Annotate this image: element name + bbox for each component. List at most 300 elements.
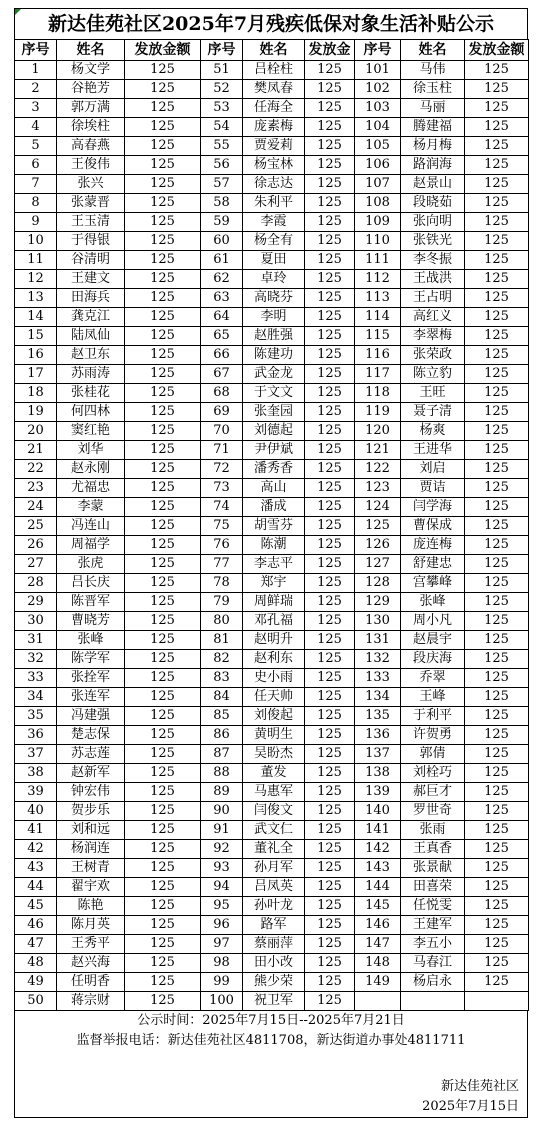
table-cell: 黄明生 [243,726,305,745]
table-cell: 宫攀峰 [401,574,465,593]
table-cell: 2 [15,80,57,99]
table-row [15,612,529,631]
table-cell: 140 [355,802,401,821]
table-cell: 李明 [243,308,305,327]
table-cell: 125 [305,422,355,441]
table-cell: 125 [465,802,529,821]
table-cell: 吕凤英 [243,878,305,897]
notice-sheet [14,8,528,1118]
table-cell: 钟宏伟 [57,783,125,802]
table-cell: 张荣政 [401,346,465,365]
table-cell: 144 [355,878,401,897]
table-cell: 125 [465,517,529,536]
table-row [15,365,529,384]
table-cell: 于利平 [401,707,465,726]
table-cell: 聂子清 [401,403,465,422]
table-cell: 41 [15,821,57,840]
table-row [15,802,529,821]
table-cell: 125 [125,574,201,593]
table-cell: 125 [465,403,529,422]
table-cell: 90 [201,802,243,821]
table-cell: 杨启永 [401,973,465,992]
table-cell: 杨文学 [57,61,125,80]
table-cell: 125 [305,384,355,403]
table-cell: 28 [15,574,57,593]
table-cell: 125 [305,916,355,935]
table-cell: 125 [305,517,355,536]
table-cell: 贾爱莉 [243,137,305,156]
table-cell: 64 [201,308,243,327]
table-cell: 于得银 [57,232,125,251]
table-cell: 张连军 [57,688,125,707]
table-cell: 曹保成 [401,517,465,536]
table-cell: 125 [305,365,355,384]
table-cell: 92 [201,840,243,859]
table-cell: 吕长庆 [57,574,125,593]
table-cell: 125 [465,593,529,612]
table-cell: 125 [465,384,529,403]
notice-period: 公示时间：2025年7月15日--2025年7月21日 [137,1013,405,1028]
table-cell: 蒋宗财 [57,992,125,1011]
table-cell: 51 [201,61,243,80]
table-cell: 125 [305,80,355,99]
table-row [15,99,529,118]
table-cell: 108 [355,194,401,213]
table-cell: 16 [15,346,57,365]
table-cell: 120 [355,422,401,441]
table-cell: 50 [15,992,57,1011]
table-row [15,232,529,251]
table-cell: 125 [465,251,529,270]
table-cell: 125 [125,441,201,460]
table-cell: 125 [125,992,201,1011]
table-cell: 125 [305,175,355,194]
table-row [15,688,529,707]
table-cell: 张奎园 [243,403,305,422]
table-cell: 张铁光 [401,232,465,251]
table-cell: 114 [355,308,401,327]
table-cell: 蔡丽萍 [243,935,305,954]
table-row [15,346,529,365]
table-cell: 曹晓芳 [57,612,125,631]
table-cell: 125 [305,726,355,745]
table-cell: 张桂花 [57,384,125,403]
table-cell: 125 [465,783,529,802]
table-cell: 王峰 [401,688,465,707]
table-row [15,897,529,916]
table-cell: 冯建强 [57,707,125,726]
table-cell: 105 [355,137,401,156]
table-cell: 郑宇 [243,574,305,593]
table-cell: 99 [201,973,243,992]
table-cell: 王秀平 [57,935,125,954]
table-cell: 125 [465,156,529,175]
table-cell: 徐玉柱 [401,80,465,99]
table-row [15,555,529,574]
table-cell: 125 [305,954,355,973]
table-cell: 125 [305,859,355,878]
table-cell: 82 [201,650,243,669]
table-cell: 125 [125,175,201,194]
table-cell: 李翠梅 [401,327,465,346]
table-cell: 34 [15,688,57,707]
table-cell: 20 [15,422,57,441]
table-cell: 102 [355,80,401,99]
table-cell: 125 [125,821,201,840]
table-cell: 郭万满 [57,99,125,118]
table-row [15,213,529,232]
table-cell: 9 [15,213,57,232]
table-cell: 8 [15,194,57,213]
table-cell: 125 [305,555,355,574]
table-cell: 124 [355,498,401,517]
table-row [15,992,529,1011]
table-cell: 马丽 [401,99,465,118]
table-cell: 125 [465,460,529,479]
table-cell: 63 [201,289,243,308]
table-cell: 5 [15,137,57,156]
table-cell: 孙月军 [243,859,305,878]
table-cell: 79 [201,593,243,612]
table-cell: 125 [465,612,529,631]
table-cell: 高春燕 [57,137,125,156]
table-cell: 任天帅 [243,688,305,707]
table-cell: 125 [465,232,529,251]
table-cell: 陈月英 [57,916,125,935]
table-cell: 125 [465,764,529,783]
table-cell: 6 [15,156,57,175]
table-cell: 135 [355,707,401,726]
table-cell: 125 [305,327,355,346]
table-row [15,460,529,479]
table-row [15,821,529,840]
table-cell: 张拴军 [57,669,125,688]
table-cell: 尤福忠 [57,479,125,498]
table-cell: 王战洪 [401,270,465,289]
table-cell: 125 [465,555,529,574]
table-row [15,156,529,175]
table-cell: 125 [125,802,201,821]
table-cell: 142 [355,840,401,859]
header-cell: 发放金 [305,40,355,61]
table-cell: 陈建功 [243,346,305,365]
table-cell: 125 [465,859,529,878]
table-cell: 125 [465,137,529,156]
table-cell: 125 [465,726,529,745]
table-cell: 125 [305,251,355,270]
table-cell: 149 [355,973,401,992]
table-cell: 60 [201,232,243,251]
table-cell: 腾建福 [401,118,465,137]
header-cell: 姓名 [243,40,305,61]
table-cell: 125 [305,669,355,688]
table-row [15,631,529,650]
table-cell: 王真香 [401,840,465,859]
table-cell: 赵明升 [243,631,305,650]
table-row [15,498,529,517]
table-cell: 44 [15,878,57,897]
table-cell: 125 [125,916,201,935]
table-cell: 29 [15,593,57,612]
table-cell: 118 [355,384,401,403]
table-cell: 125 [305,878,355,897]
table-cell: 91 [201,821,243,840]
table-cell: 闫学海 [401,498,465,517]
table-cell: 67 [201,365,243,384]
table-cell: 田小改 [243,954,305,973]
header-cell: 姓名 [401,40,465,61]
table-cell: 陈学军 [57,650,125,669]
table-cell: 125 [465,688,529,707]
table-cell: 40 [15,802,57,821]
table-cell: 146 [355,916,401,935]
table-cell: 77 [201,555,243,574]
header-cell: 发放金额 [125,40,201,61]
table-cell: 88 [201,764,243,783]
table-cell: 刘栓巧 [401,764,465,783]
table-cell: 段晓茹 [401,194,465,213]
table-cell: 125 [125,403,201,422]
table-row [15,308,529,327]
table-cell: 吴盼杰 [243,745,305,764]
table-cell: 89 [201,783,243,802]
table-cell: 刘华 [57,441,125,460]
table-cell: 116 [355,346,401,365]
table-cell: 128 [355,574,401,593]
table-cell: 樊凤春 [243,80,305,99]
table-cell: 104 [355,118,401,137]
notice-title: 新达佳苑社区2025年7月残疾低保对象生活补贴公示 [14,8,528,39]
table-cell: 125 [125,688,201,707]
table-cell: 95 [201,897,243,916]
table-cell: 125 [465,289,529,308]
table-cell: 101 [355,61,401,80]
table-cell: 71 [201,441,243,460]
table-cell: 125 [305,536,355,555]
table-cell [401,992,465,1011]
table-cell: 125 [125,764,201,783]
table-cell: 132 [355,650,401,669]
table-cell: 103 [355,99,401,118]
table-cell: 武金龙 [243,365,305,384]
table-cell: 125 [305,61,355,80]
table-cell: 58 [201,194,243,213]
table-cell: 131 [355,631,401,650]
table-cell: 张峰 [57,631,125,650]
table-cell: 125 [305,118,355,137]
table-cell: 熊少荣 [243,973,305,992]
table-cell: 125 [125,669,201,688]
table-cell: 13 [15,289,57,308]
table-cell: 125 [305,650,355,669]
table-cell: 李冬振 [401,251,465,270]
table-row [15,137,529,156]
table-cell: 42 [15,840,57,859]
table-cell: 125 [305,232,355,251]
table-cell: 3 [15,99,57,118]
table-cell: 75 [201,517,243,536]
table-cell: 125 [465,745,529,764]
table-cell: 罗世奇 [401,802,465,821]
table-cell: 孙叶龙 [243,897,305,916]
table-cell: 125 [465,574,529,593]
table-cell: 赵晨宇 [401,631,465,650]
table-cell: 胡雪芬 [243,517,305,536]
table-row [15,289,529,308]
table-cell: 25 [15,517,57,536]
table-cell: 125 [465,422,529,441]
table-cell: 李志平 [243,555,305,574]
table-cell: 125 [125,935,201,954]
table-cell: 125 [465,308,529,327]
table-cell: 143 [355,859,401,878]
table-cell [465,992,529,1011]
table-cell: 15 [15,327,57,346]
table-body [15,61,529,1011]
table-row [15,118,529,137]
table-cell: 100 [201,992,243,1011]
table-cell: 113 [355,289,401,308]
table-cell: 杨宝林 [243,156,305,175]
table-cell: 125 [125,479,201,498]
table-cell: 王建军 [401,916,465,935]
table-cell: 110 [355,232,401,251]
table-cell: 125 [125,384,201,403]
table-cell: 田海兵 [57,289,125,308]
table-cell: 125 [305,631,355,650]
table-cell: 段庆海 [401,650,465,669]
table-cell: 78 [201,574,243,593]
table-row [15,517,529,536]
table-cell: 21 [15,441,57,460]
table-cell: 125 [305,156,355,175]
table-cell: 125 [305,289,355,308]
table-row [15,574,529,593]
table-cell: 125 [125,973,201,992]
table-cell: 125 [125,954,201,973]
table-cell: 窦红艳 [57,422,125,441]
table-cell: 133 [355,669,401,688]
table-cell: 59 [201,213,243,232]
table-cell: 125 [465,650,529,669]
table-cell: 130 [355,612,401,631]
table-cell: 125 [465,935,529,954]
table-cell: 125 [305,612,355,631]
table-cell: 125 [125,878,201,897]
table-cell: 125 [125,61,201,80]
table-cell: 125 [305,935,355,954]
table-cell: 史小雨 [243,669,305,688]
table-cell: 夏田 [243,251,305,270]
table-cell: 马惠军 [243,783,305,802]
table-cell: 贾诘 [401,479,465,498]
table-cell: 7 [15,175,57,194]
table-cell: 123 [355,479,401,498]
table-cell: 125 [125,517,201,536]
table-cell: 龚克江 [57,308,125,327]
table-cell: 卓玲 [243,270,305,289]
table-cell: 赵利东 [243,650,305,669]
table-cell: 许贺勇 [401,726,465,745]
table-cell: 杨润连 [57,840,125,859]
table-cell: 125 [465,346,529,365]
table-cell: 周鲜瑞 [243,593,305,612]
table-cell: 闫俊文 [243,802,305,821]
table-cell: 王树青 [57,859,125,878]
table-cell: 郝巨才 [401,783,465,802]
table-row [15,536,529,555]
table-row [15,878,529,897]
table-cell: 125 [355,517,401,536]
table-cell: 125 [125,840,201,859]
table-cell: 赵胜强 [243,327,305,346]
issue-date: 2025年7月15日 [422,1099,519,1114]
table-row [15,80,529,99]
table-cell: 田喜荣 [401,878,465,897]
table-cell: 张向明 [401,213,465,232]
table-cell: 81 [201,631,243,650]
table-cell: 125 [465,175,529,194]
table-cell: 11 [15,251,57,270]
table-cell: 赵景山 [401,175,465,194]
table-cell: 125 [465,669,529,688]
table-cell: 35 [15,707,57,726]
table-row [15,745,529,764]
table-row [15,61,529,80]
table-row [15,479,529,498]
table-cell: 115 [355,327,401,346]
table-row [15,403,529,422]
table-cell: 139 [355,783,401,802]
table-cell: 王俊伟 [57,156,125,175]
table-cell: 陆凤仙 [57,327,125,346]
table-cell: 李霞 [243,213,305,232]
table-cell: 赵永刚 [57,460,125,479]
table-cell: 147 [355,935,401,954]
table-cell: 125 [465,536,529,555]
table-row [15,327,529,346]
table-cell: 张虎 [57,555,125,574]
table-cell: 1 [15,61,57,80]
recipient-table [14,39,529,1011]
table-cell: 125 [465,631,529,650]
table-cell: 庞素梅 [243,118,305,137]
table-cell: 125 [125,631,201,650]
table-cell: 陈艳 [57,897,125,916]
table-cell: 125 [465,365,529,384]
table-row [15,916,529,935]
table-cell: 125 [125,422,201,441]
table-cell: 刘德起 [243,422,305,441]
table-row [15,251,529,270]
table-cell: 43 [15,859,57,878]
table-cell [355,992,401,1011]
table-cell: 57 [201,175,243,194]
table-cell: 王玉清 [57,213,125,232]
table-cell: 125 [125,118,201,137]
table-cell: 125 [305,707,355,726]
table-cell: 31 [15,631,57,650]
table-cell: 125 [465,498,529,517]
table-cell: 125 [305,308,355,327]
header-cell: 发放金额 [465,40,529,61]
table-cell: 高晓芬 [243,289,305,308]
table-row [15,726,529,745]
table-cell: 任明香 [57,973,125,992]
table-cell: 36 [15,726,57,745]
table-cell: 125 [305,688,355,707]
table-cell: 107 [355,175,401,194]
